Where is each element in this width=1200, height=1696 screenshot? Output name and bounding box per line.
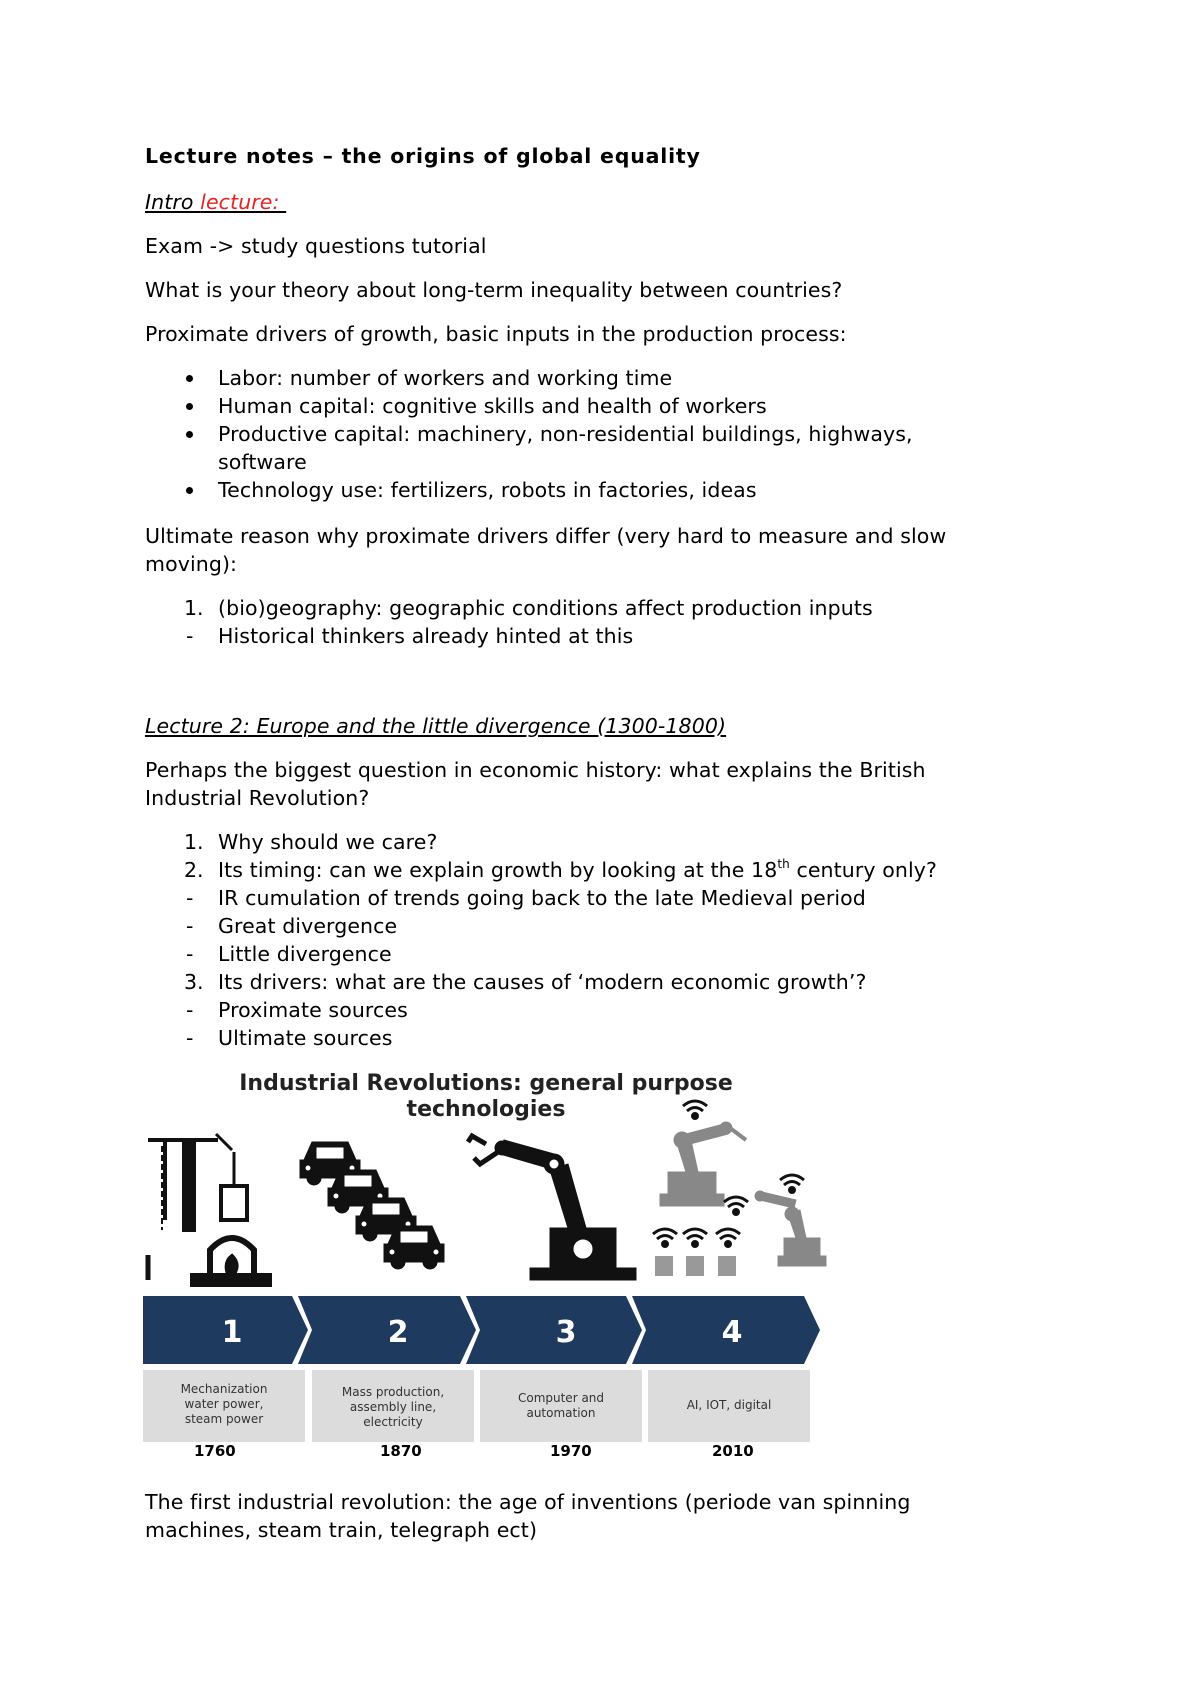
document-title: Lecture notes – the origins of global equality (145, 144, 701, 168)
stage-desc-line: assembly line, (349, 1400, 437, 1414)
figure-title: Industrial Revolutions: general purpose (239, 1071, 733, 1096)
list-item: Proximate sources (218, 998, 408, 1022)
bullet-marker (186, 375, 193, 382)
list-marker: 3. (184, 970, 204, 994)
bullet-marker (186, 431, 193, 438)
stage-year: 2010 (712, 1442, 754, 1460)
stage-desc-line: Mechanization (180, 1382, 268, 1396)
list-item: Its timing: can we explain growth by looking at the 18th century only? (218, 857, 938, 882)
list-item: Ultimate sources (218, 1026, 393, 1050)
stage-number: 4 (721, 1315, 743, 1350)
timeline-arrows (143, 1296, 820, 1364)
lecture2-para: Perhaps the biggest question in economic history: what explains the British (145, 758, 926, 782)
para-ultimate-cont: moving): (145, 552, 238, 576)
list-marker: - (186, 942, 194, 966)
stage-desc-line: electricity (363, 1415, 423, 1429)
para-ultimate: Ultimate reason why proximate drivers differ (very hard to measure and slow (145, 524, 947, 548)
bullet-item-continuation: software (218, 450, 307, 474)
figure-svg (140, 1060, 840, 1460)
list-marker: 1. (184, 596, 204, 620)
para-exam: Exam -> study questions tutorial (145, 234, 487, 258)
list-item: Why should we care? (218, 830, 438, 854)
para-theory: What is your theory about long-term inequality between countries? (145, 278, 843, 302)
industrial-revolutions-figure (140, 1060, 840, 1464)
list-marker: 2. (184, 858, 204, 882)
steam-engine-icon (148, 1134, 270, 1285)
para-proximate: Proximate drivers of growth, basic inputs in the production process: (145, 322, 847, 346)
list-item: (bio)geography: geographic conditions affect production inputs (218, 596, 873, 620)
robot-arm-icon (468, 1136, 636, 1280)
intro-heading-part1: Intro (145, 190, 194, 214)
lecture2-heading: Lecture 2: Europe and the little divergence (1300-1800) (145, 714, 727, 738)
list-marker: - (186, 624, 194, 648)
lecture2-para-cont: Industrial Revolution? (145, 786, 370, 810)
stage-years (140, 1442, 840, 1468)
list-item: Little divergence (218, 942, 392, 966)
stage-desc-line: Computer and (517, 1391, 605, 1405)
cars-assembly-icon (300, 1142, 444, 1269)
closing-para: The first industrial revolution: the age of inventions (periode van spinning (145, 1490, 911, 1514)
stage-desc-line: AI, IOT, digital (686, 1398, 772, 1412)
bullet-item: Technology use: fertilizers, robots in factories, ideas (218, 478, 757, 502)
stage-desc-line: Mass production, (341, 1385, 445, 1399)
list-item: Its drivers: what are the causes of ‘modern economic growth’? (218, 970, 867, 994)
bullet-item: Labor: number of workers and working time (218, 366, 673, 390)
closing-para-cont: machines, steam train, telegraph ect) (145, 1518, 538, 1542)
figure-title-cont: technologies (406, 1097, 566, 1122)
bullet-item: Productive capital: machinery, non-residential buildings, highways, (218, 422, 913, 446)
stage-year: 1870 (380, 1442, 422, 1460)
stage-year: 1760 (194, 1442, 236, 1460)
list-marker: - (186, 914, 194, 938)
stage-number: 1 (221, 1315, 243, 1350)
stage-desc-line: steam power (184, 1412, 264, 1426)
connected-robots-icon (660, 1122, 826, 1266)
bullet-marker (186, 403, 193, 410)
timeline-arrow-3 (466, 1296, 642, 1364)
list-marker: 1. (184, 830, 204, 854)
stage-desc-line: automation (526, 1406, 596, 1420)
list-marker: - (186, 998, 194, 1022)
list-marker: - (186, 886, 194, 910)
bullet-marker (186, 487, 193, 494)
intro-heading (145, 188, 286, 216)
stage-number: 2 (387, 1315, 409, 1350)
bullet-item: Human capital: cognitive skills and health of workers (218, 394, 767, 418)
intro-heading-part2: lecture: (200, 190, 280, 214)
pedestal-group (655, 1256, 736, 1276)
list-marker: - (186, 1026, 194, 1050)
stage-number: 3 (555, 1315, 577, 1350)
stage-desc-line: water power, (184, 1397, 264, 1411)
list-item: Historical thinkers already hinted at this (218, 624, 634, 648)
stage-year: 1970 (550, 1442, 592, 1460)
list-item: IR cumulation of trends going back to the late Medieval period (218, 886, 866, 910)
list-item: Great divergence (218, 914, 398, 938)
